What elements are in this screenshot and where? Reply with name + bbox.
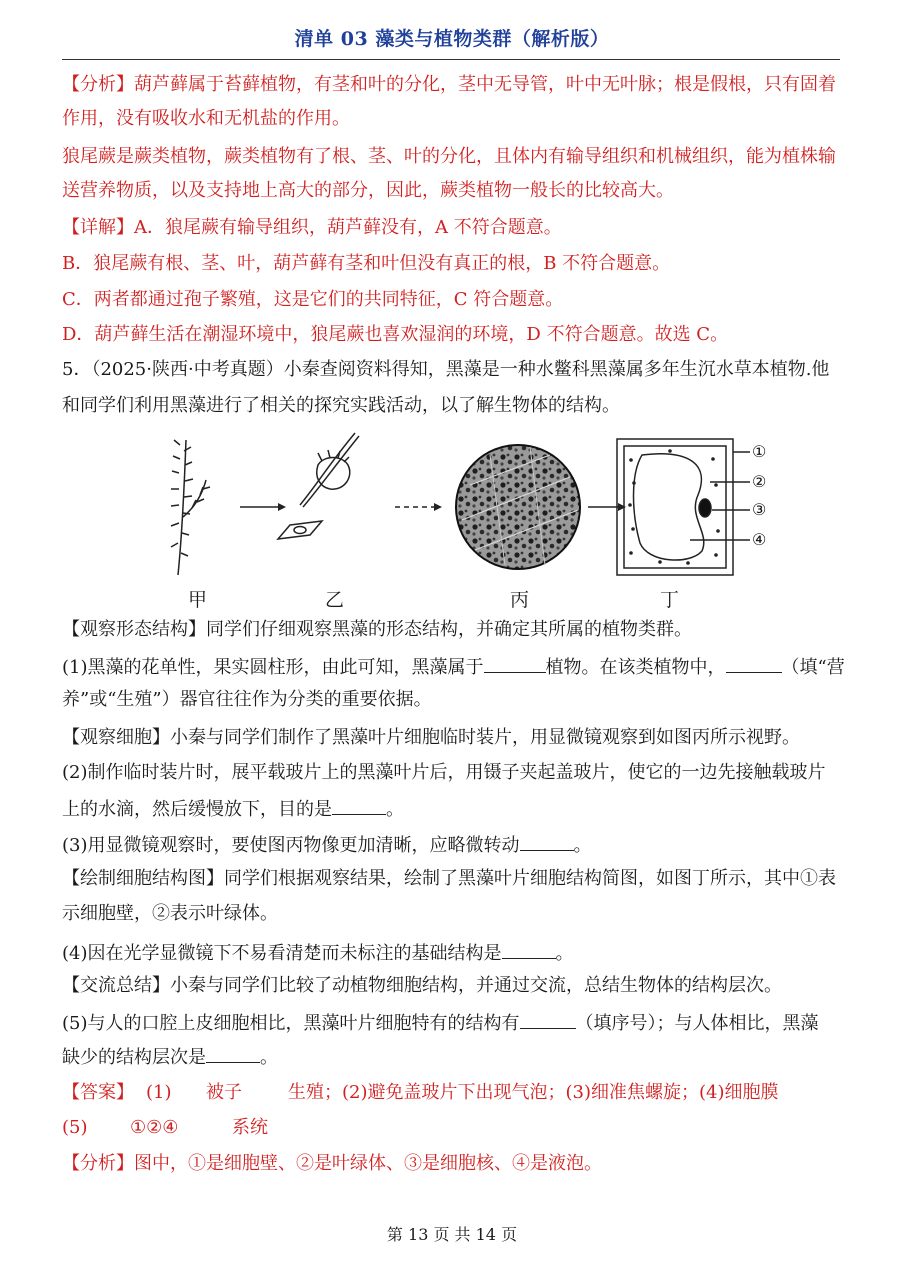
page-footer: 第 13 页 共 14 页	[386, 1225, 518, 1244]
q2-end: 。	[386, 799, 404, 820]
answer-rest: 生殖；(2)避免盖玻片下出现气泡；(3)细准焦螺旋；(4)细胞膜	[288, 1082, 779, 1103]
q2-line-1: (2)制作临时装片时，展平载玻片上的黑藻叶片后，用镊子夹起盖玻片，使它的一边先接触载玻片	[62, 762, 826, 783]
experiment-figure	[150, 425, 800, 615]
q5-line-1	[62, 1010, 819, 1036]
q5-text-c: 缺少的结构层次是	[62, 1047, 206, 1068]
answer-5-blank-1: ①②④	[130, 1117, 179, 1138]
fern-line-1: 狼尾蕨是蕨类植物，蕨类植物有了根、茎、叶的分化，且体内有输导组织和机械组织，能为植株输	[62, 146, 836, 167]
prev-analysis-line-1	[62, 73, 836, 97]
q1-text-b: 植物。在该类植物中，	[545, 657, 726, 678]
q4-blank[interactable]	[502, 940, 556, 959]
q3-blank[interactable]	[520, 832, 574, 851]
q5-intro-line-1: 5．（2025·陕西·中考真题）小秦查阅资料得知，黑藻是一种水鳖科黑藻属多年生沉水草本植物.他	[62, 359, 830, 380]
cell-marker-labels	[752, 442, 766, 549]
observe-form-line: 【观察形态结构】同学们仔细观察黑藻的形态结构，并确定其所属的植物类群。	[62, 619, 692, 640]
q1-blank-2[interactable]	[726, 654, 782, 673]
q5-text-a: (5)与人的口腔上皮细胞相比，黑藻叶片细胞特有的结构有	[62, 1013, 520, 1034]
answer-tag: 【答案】	[62, 1082, 134, 1103]
figure-label-yi: 乙	[325, 589, 345, 611]
figure-label-ding: 丁	[660, 589, 680, 611]
arrow-1	[240, 503, 286, 511]
q2-text: 上的水滴，然后缓慢放下，目的是	[62, 799, 332, 820]
plant-cell-diagram	[617, 439, 750, 575]
answer-1-blank-1: 被子	[206, 1082, 242, 1103]
option-d-line: D．葫芦藓生活在潮湿环境中，狼尾蕨也喜欢湿润的环境，D 不符合题意。故选 C。	[62, 324, 729, 345]
detail-line	[62, 216, 562, 240]
answer-line-2	[62, 1116, 462, 1142]
option-b-line: B．狼尾蕨有根、茎、叶，葫芦藓有茎和叶但没有真正的根，B 不符合题意。	[62, 253, 671, 274]
header-rule	[62, 59, 840, 60]
q5-text-b: （填序号）；与人体相比，黑藻	[575, 1013, 819, 1034]
analysis-text-2: 图中，①是细胞壁、②是叶绿体、③是细胞核、④是液泡。	[134, 1153, 602, 1174]
option-a-text: A．狼尾蕨有输导组织，葫芦藓没有，A 不符合题意。	[134, 217, 562, 238]
answer-5-blank-2: 系统	[232, 1117, 268, 1138]
detail-tag: 【详解】	[62, 217, 134, 238]
q1-line-2: 养”或“生殖”）器官往往作为分类的重要依据。	[62, 689, 432, 710]
q1-blank-1[interactable]	[484, 654, 546, 673]
observe-cell-line: 【观察细胞】小秦与同学们制作了黑藻叶片细胞临时装片，用显微镜观察到如图丙所示视野。	[62, 727, 800, 748]
analysis-tag-2: 【分析】	[62, 1153, 134, 1174]
arrow-2-dashed	[395, 503, 442, 511]
q4-text: (4)因在光学显微镜下不易看清楚而未标注的基础结构是	[62, 943, 502, 964]
q5-line-2	[62, 1044, 278, 1070]
hand-forceps-sketch	[278, 433, 359, 539]
answer-1-number: (1)	[146, 1082, 172, 1103]
q4-line	[62, 940, 574, 966]
q5-end: 。	[260, 1047, 278, 1068]
q3-line	[62, 832, 592, 858]
q1-text-a: (1)黑藻的花单性，果实圆柱形，由此可知，黑藻属于	[62, 657, 484, 678]
fern-line-2: 送营养物质，以及支持地上高大的部分，因此，蕨类植物一般长的比较高大。	[62, 180, 674, 201]
figure-label-jia: 甲	[188, 589, 208, 611]
answer-5-number: (5)	[62, 1117, 88, 1138]
q5-blank-2[interactable]	[206, 1044, 260, 1063]
q2-line-2	[62, 796, 404, 822]
figure-label-bing: 丙	[510, 589, 530, 611]
microscope-view-circle	[456, 445, 580, 569]
q1-text-c: （填“营	[781, 657, 845, 678]
cell-marker-1: ①	[752, 442, 767, 461]
elodea-plant-sketch	[171, 440, 210, 575]
q4-end: 。	[555, 943, 574, 964]
cell-marker-2: ②	[752, 472, 767, 491]
cell-marker-4: ④	[752, 530, 767, 549]
analysis-line	[62, 1152, 602, 1176]
page-header-title: 清单 03 藻类与植物类群（解析版）	[294, 28, 610, 50]
prev-analysis-line-2: 作用，没有吸收水和无机盐的作用。	[62, 108, 350, 129]
analysis-tag: 【分析】	[62, 74, 134, 95]
q1-line-1	[62, 654, 845, 680]
q3-end: 。	[573, 835, 592, 856]
draw-line-2: 示细胞壁，②表示叶绿体。	[62, 903, 278, 924]
q5-intro-line-2: 和同学们利用黑藻进行了相关的探究实践活动，以了解生物体的结构。	[62, 395, 620, 416]
q2-blank[interactable]	[332, 796, 386, 815]
q3-text: (3)用显微镜观察时，要使图丙物像更加清晰，应略微转动	[62, 835, 520, 856]
arrow-3	[588, 503, 626, 511]
option-c-line: C．两者都通过孢子繁殖，这是它们的共同特征，C 符合题意。	[62, 289, 564, 310]
analysis-text: 葫芦藓属于苔藓植物，有茎和叶的分化，茎中无导管，叶中无叶脉；根是假根，只有固着	[134, 74, 836, 95]
cell-marker-3: ③	[752, 500, 767, 519]
answer-line-1	[62, 1081, 842, 1107]
exchange-line: 【交流总结】小秦与同学们比较了动植物细胞结构，并通过交流，总结生物体的结构层次。	[62, 975, 782, 996]
q5-blank-1[interactable]	[520, 1010, 576, 1029]
draw-line-1: 【绘制细胞结构图】同学们根据观察结果，绘制了黑藻叶片细胞结构简图，如图丁所示，其中①表	[62, 868, 836, 889]
